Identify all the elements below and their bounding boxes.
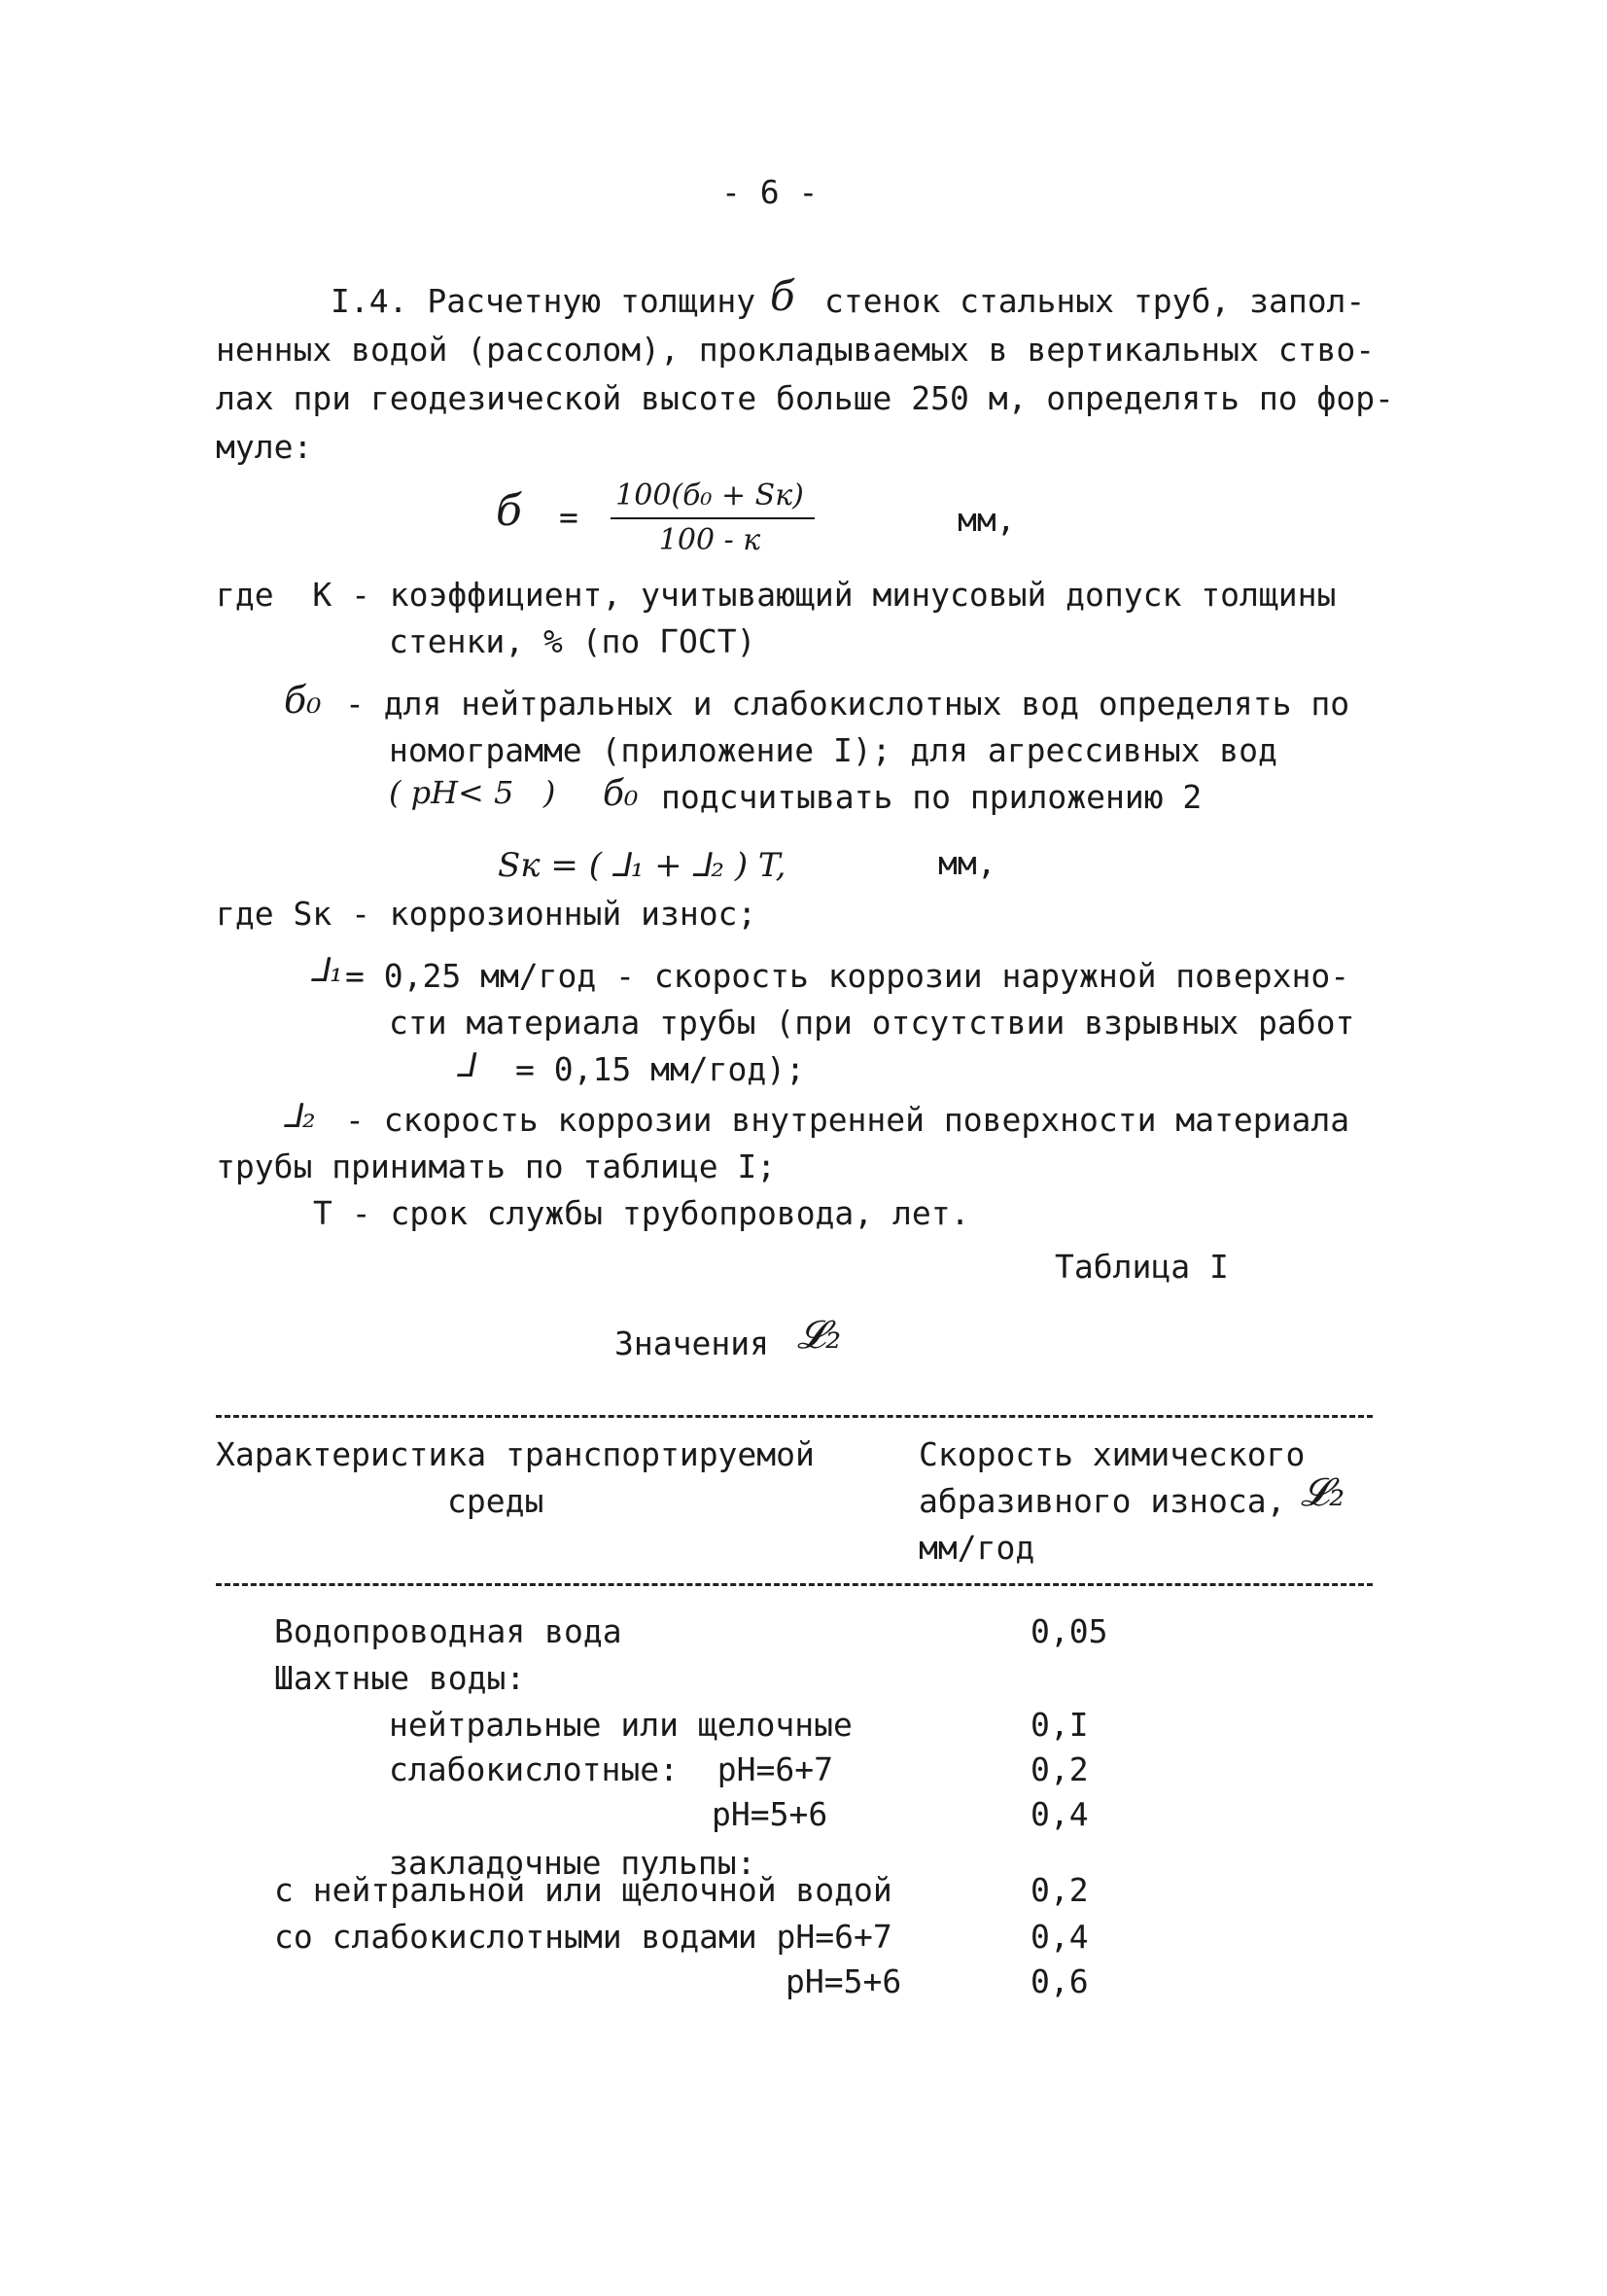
table-row-label: с нейтральной или щелочной водой [274, 1871, 892, 1909]
def-a1-line-3: = 0,15 мм/год); [515, 1050, 806, 1088]
def-a1-line-1: = 0,25 мм/год - скорость коррозии наружной поверхно- [345, 957, 1350, 995]
table-row-label: слабокислотные: pH=6+7 [389, 1750, 833, 1788]
formula1-numerator: 100(б₀ + Sк) [615, 478, 804, 512]
table-row-label: нейтральные или щелочные [389, 1706, 853, 1744]
page-number: - 6 - [721, 173, 819, 211]
def-a1-line-2: сти материала трубы (при отсутствии взрывных работ [389, 1004, 1355, 1042]
table-row-value: 0,05 [1031, 1612, 1108, 1650]
b0-symbol: б₀ [284, 679, 322, 722]
table-row-value: 0,2 [1031, 1750, 1089, 1788]
col1-header-line-2: среды [447, 1482, 544, 1520]
table-row-value: 0,4 [1031, 1918, 1089, 1956]
section-line-2: ненных водой (рассолом), прокладываемых в вертикальных ство- [216, 331, 1376, 369]
table-row-label: Водопроводная вода [274, 1612, 622, 1650]
table-row-value: 0,2 [1031, 1871, 1089, 1909]
formula2-expr: Sк = ( ⅃₁ + ⅃₂ ) T, [498, 846, 786, 885]
def-t-line: Т - срок службы трубопровода, лет. [313, 1194, 970, 1232]
col2-header-line-3: мм/год [919, 1529, 1035, 1567]
table-row-value: 0,I [1031, 1706, 1089, 1744]
alpha1-symbol: ⅃₁ [311, 951, 343, 990]
table-row-label: pH=5+6 [786, 1962, 902, 2000]
formula2-unit: мм, [938, 844, 996, 882]
def-b0-line-4: подсчитывать по приложению 2 [661, 778, 1203, 816]
formula1-denominator: 100 - к [658, 523, 761, 557]
def-sk-line: где Sк - коррозионный износ; [216, 895, 757, 933]
section-line-1a: I.4. Расчетную толщину [331, 282, 756, 320]
table-row-value: 0,6 [1031, 1962, 1089, 2000]
table-row-value: 0,4 [1031, 1795, 1089, 1833]
formula1-equals: = [559, 498, 578, 536]
def-k-line-2: стенки, % (по ГОСТ) [389, 622, 756, 660]
formula1-lhs: б [496, 486, 522, 536]
table-label: Таблица I [1055, 1248, 1229, 1286]
col2-header-symbol: 𝓛₂ [1301, 1470, 1345, 1515]
col2-header-line-1: Скорость химического [919, 1435, 1306, 1473]
formula1-fraction-bar [611, 517, 815, 519]
table-row-label: Шахтные воды: [274, 1659, 526, 1697]
b0-symbol-inline: б₀ [603, 774, 639, 814]
def-b0-line-3: ( pH< 5 ) [389, 774, 556, 811]
section-line-1b: стенок стальных труб, запол- [824, 282, 1366, 320]
section-line-4: муле: [216, 428, 313, 466]
alpha-symbol-alt: ⅃ [457, 1046, 475, 1085]
table-row-label: pH=5+6 [712, 1795, 828, 1833]
table-header-rule [216, 1583, 1373, 1586]
table-row-label: со слабокислотными водами pH=6+7 [274, 1918, 892, 1956]
formula1-unit: мм, [958, 501, 1016, 539]
alpha2-symbol: ⅃₂ [284, 1097, 316, 1136]
delta-symbol: б [770, 272, 795, 320]
def-a2-line-1: - скорость коррозии внутренней поверхности материала [345, 1101, 1350, 1139]
def-k-line-1: где К - коэффициент, учитывающий минусовый допуск толщины [216, 576, 1337, 614]
table-top-rule [216, 1415, 1373, 1418]
def-b0-line-1: - для нейтральных и слабокислотных вод определять по [345, 685, 1350, 723]
def-a2-line-2: трубы принимать по таблице I; [216, 1148, 777, 1185]
def-b0-line-2: номограмме (приложение I); для агрессивных вод [389, 731, 1277, 769]
table-title-symbol: 𝓛₂ [797, 1313, 842, 1358]
table-title: Значения [614, 1325, 769, 1362]
col1-header-line-1: Характеристика транспортируемой [216, 1435, 815, 1473]
table-row-label: закладочные пульпы: [389, 1844, 756, 1882]
col2-header-line-2: абразивного износа, [919, 1482, 1286, 1520]
section-line-3: лах при геодезической высоте больше 250 м, определять по фор- [216, 379, 1394, 417]
